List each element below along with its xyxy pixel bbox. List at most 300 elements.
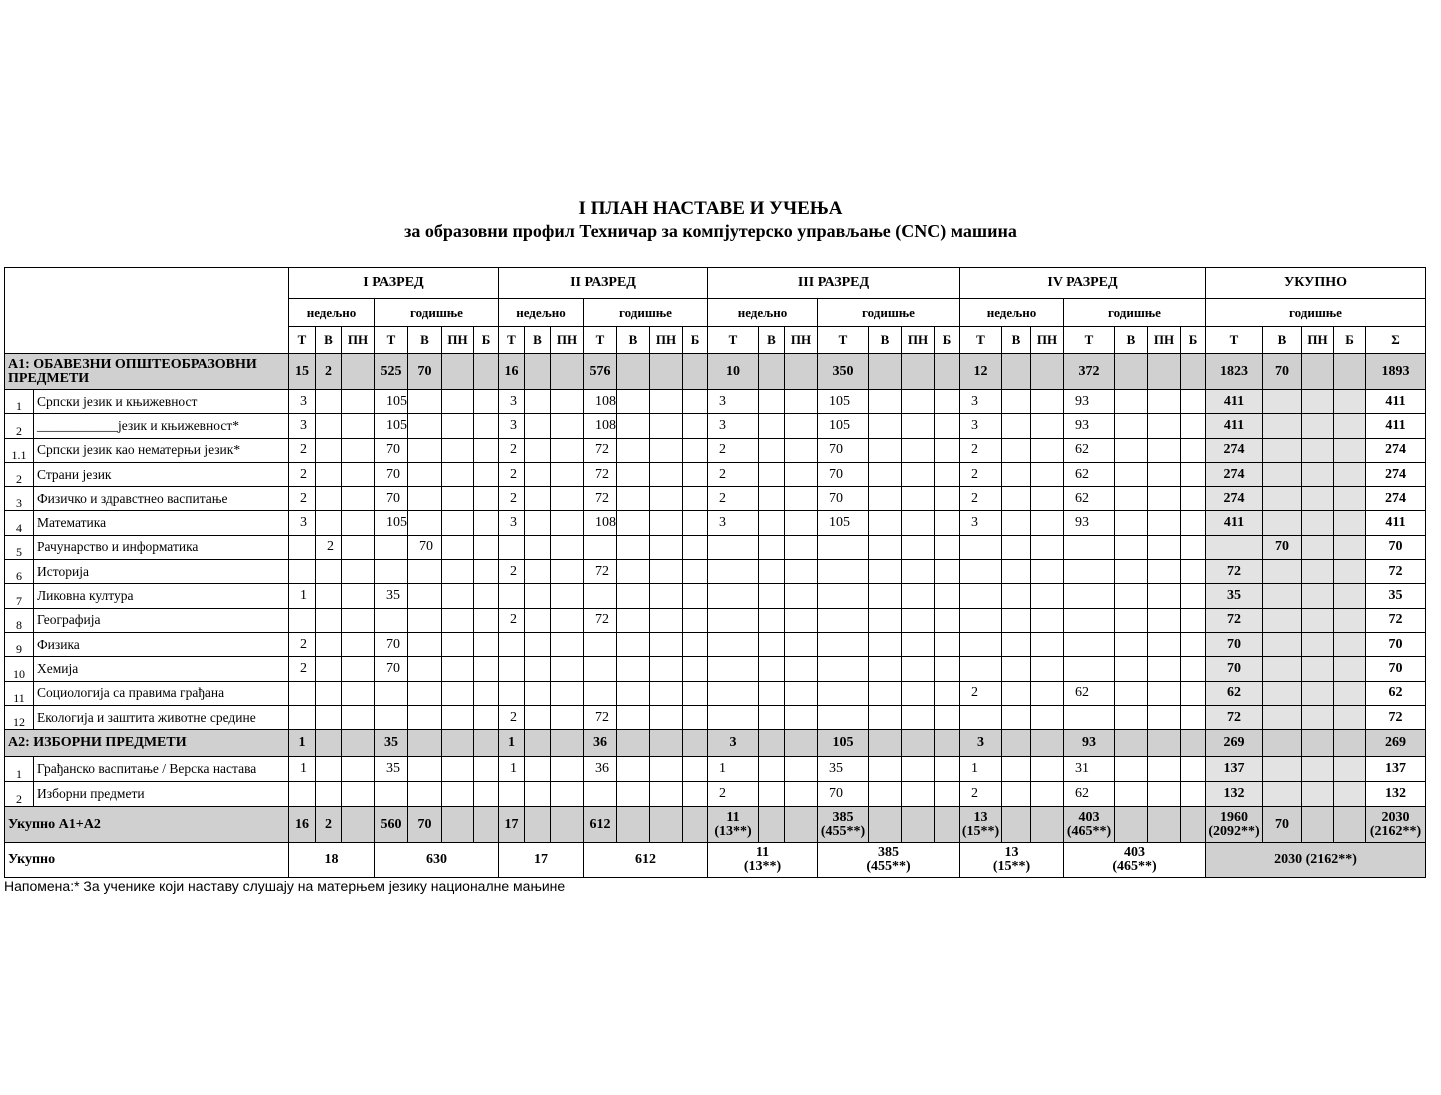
- value-cell: [316, 608, 342, 632]
- value-cell: [408, 757, 442, 782]
- value-cell: [1148, 390, 1181, 414]
- value-cell: [683, 535, 708, 559]
- value-cell: 2: [499, 560, 525, 584]
- value-cell: [1302, 560, 1334, 584]
- value-cell: 1: [708, 757, 759, 782]
- group-value: [1148, 354, 1181, 390]
- value-cell: [785, 584, 818, 608]
- value-cell: 105: [375, 390, 408, 414]
- value-cell: [617, 657, 650, 681]
- value-cell: [617, 608, 650, 632]
- group-value: 372: [1064, 354, 1115, 390]
- group-value: [1148, 730, 1181, 757]
- value-cell: 72: [584, 560, 617, 584]
- total-value: [708, 843, 818, 878]
- value-cell: [1334, 390, 1366, 414]
- subject-name: Изборни предмети: [34, 782, 289, 807]
- footnote: Напомена:* За ученике који наставу слушају на матерњем језику националне мањине: [4, 878, 566, 894]
- value-cell: [375, 535, 408, 559]
- value-cell: 3: [960, 390, 1002, 414]
- total-value: [1302, 807, 1334, 843]
- value-cell: [683, 414, 708, 438]
- group-value: [617, 730, 650, 757]
- value-cell: [1334, 681, 1366, 705]
- total-label: Укупно А1+А2: [5, 807, 289, 843]
- value-cell: [1181, 560, 1206, 584]
- col-header-t: Т: [708, 327, 759, 354]
- value-cell: [1115, 390, 1148, 414]
- group-value: 2: [316, 354, 342, 390]
- value-cell: [1002, 681, 1031, 705]
- value-cell: [316, 438, 342, 462]
- value-cell: [935, 414, 960, 438]
- col-header-v: В: [1002, 327, 1031, 354]
- group-value: 12: [960, 354, 1002, 390]
- value-cell: [316, 632, 342, 656]
- value-cell: [935, 535, 960, 559]
- value-cell: 72: [584, 487, 617, 511]
- value-cell: [785, 414, 818, 438]
- value-cell: [474, 657, 499, 681]
- total-value-line: 11: [755, 845, 770, 861]
- value-cell: [708, 608, 759, 632]
- value-cell: [683, 608, 708, 632]
- row-number: 2: [5, 462, 34, 486]
- group-value: 269: [1366, 730, 1426, 757]
- value-cell: [375, 608, 408, 632]
- value-cell: [474, 438, 499, 462]
- value-cell: [683, 705, 708, 729]
- group-value: [759, 354, 785, 390]
- group-value: 15: [289, 354, 316, 390]
- value-cell: [785, 757, 818, 782]
- table-row: [5, 608, 1426, 632]
- col-header-v: В: [525, 327, 551, 354]
- value-cell: [650, 757, 683, 782]
- value-cell: [1334, 757, 1366, 782]
- weekly-header: недељно: [960, 299, 1064, 327]
- subject-name: Српски језик и књижевност: [34, 390, 289, 414]
- value-cell: [650, 632, 683, 656]
- value-cell: 72: [1206, 608, 1263, 632]
- subject-name: Географија: [34, 608, 289, 632]
- group-label: А2: ИЗБОРНИ ПРЕДМЕТИ: [5, 730, 289, 757]
- value-cell: [650, 535, 683, 559]
- value-cell: [1334, 782, 1366, 807]
- value-cell: [1334, 608, 1366, 632]
- value-cell: [617, 462, 650, 486]
- value-cell: [1334, 535, 1366, 559]
- value-cell: 2: [499, 608, 525, 632]
- col-header-b: Б: [1334, 327, 1366, 354]
- value-cell: [1181, 782, 1206, 807]
- value-cell: [584, 782, 617, 807]
- value-cell: [1263, 782, 1302, 807]
- subject-name: Социологија са правима грађана: [34, 681, 289, 705]
- total-value-line: (455**): [820, 823, 866, 839]
- value-cell: 72: [1206, 705, 1263, 729]
- value-cell: [1002, 390, 1031, 414]
- value-cell: [499, 657, 525, 681]
- group-value: [785, 730, 818, 757]
- value-cell: [474, 632, 499, 656]
- value-cell: [869, 632, 902, 656]
- value-cell: [708, 681, 759, 705]
- value-cell: [759, 511, 785, 535]
- value-cell: 3: [499, 414, 525, 438]
- value-cell: [474, 511, 499, 535]
- value-cell: [708, 632, 759, 656]
- value-cell: 2: [960, 462, 1002, 486]
- value-cell: [1002, 657, 1031, 681]
- value-cell: [1181, 632, 1206, 656]
- value-cell: 70: [1263, 535, 1302, 559]
- value-cell: [525, 782, 551, 807]
- value-cell: [1148, 462, 1181, 486]
- value-cell: [1302, 757, 1334, 782]
- col-header-t: Т: [499, 327, 525, 354]
- total-value: [1206, 807, 1263, 843]
- value-cell: [902, 608, 935, 632]
- row-number: 11: [5, 681, 34, 705]
- group-value: [902, 730, 935, 757]
- value-cell: [1031, 757, 1064, 782]
- value-cell: 3: [960, 511, 1002, 535]
- value-cell: [818, 681, 869, 705]
- value-cell: [1002, 438, 1031, 462]
- value-cell: [1064, 705, 1115, 729]
- col-header-pn: ПН: [442, 327, 474, 354]
- value-cell: [474, 782, 499, 807]
- total-value: [1366, 807, 1426, 843]
- value-cell: 3: [289, 511, 316, 535]
- value-cell: [551, 608, 584, 632]
- value-cell: [785, 487, 818, 511]
- col-header-t: Т: [289, 327, 316, 354]
- value-cell: 1: [499, 757, 525, 782]
- value-cell: [650, 487, 683, 511]
- value-cell: 35: [375, 584, 408, 608]
- value-cell: [525, 681, 551, 705]
- total-value-line: 11: [726, 809, 740, 825]
- value-cell: [683, 681, 708, 705]
- value-cell: [525, 535, 551, 559]
- total-value: 16: [289, 807, 316, 843]
- value-cell: [525, 438, 551, 462]
- value-cell: [1263, 632, 1302, 656]
- value-cell: [551, 782, 584, 807]
- value-cell: 3: [708, 414, 759, 438]
- value-cell: [342, 511, 375, 535]
- value-cell: [442, 390, 474, 414]
- row-number: 2: [5, 782, 34, 807]
- value-cell: [902, 560, 935, 584]
- total-value: [474, 807, 499, 843]
- value-cell: 411: [1206, 414, 1263, 438]
- value-cell: [1002, 487, 1031, 511]
- value-cell: 1: [289, 757, 316, 782]
- value-cell: 3: [708, 511, 759, 535]
- value-cell: [935, 757, 960, 782]
- total-value: 17: [499, 807, 525, 843]
- value-cell: [683, 560, 708, 584]
- value-cell: [525, 560, 551, 584]
- value-cell: 93: [1064, 390, 1115, 414]
- value-cell: [1115, 535, 1148, 559]
- value-cell: [316, 414, 342, 438]
- group-value: [1031, 730, 1064, 757]
- group-value: 16: [499, 354, 525, 390]
- value-cell: [869, 657, 902, 681]
- total-value: [650, 807, 683, 843]
- value-cell: [474, 608, 499, 632]
- value-cell: 105: [375, 414, 408, 438]
- value-cell: [869, 535, 902, 559]
- value-cell: [1181, 487, 1206, 511]
- value-cell: [342, 535, 375, 559]
- col-header-pn: ПН: [1031, 327, 1064, 354]
- curriculum-table: [4, 267, 1426, 878]
- row-number: 5: [5, 535, 34, 559]
- value-cell: 3: [960, 414, 1002, 438]
- value-cell: [759, 390, 785, 414]
- value-cell: [1334, 487, 1366, 511]
- value-cell: [1302, 487, 1334, 511]
- value-cell: [708, 535, 759, 559]
- value-cell: [869, 782, 902, 807]
- group-value: [1334, 730, 1366, 757]
- value-cell: [551, 584, 584, 608]
- value-cell: 2: [960, 487, 1002, 511]
- value-cell: 70: [375, 462, 408, 486]
- value-cell: 3: [289, 414, 316, 438]
- value-cell: [551, 511, 584, 535]
- value-cell: 70: [375, 657, 408, 681]
- value-cell: [869, 757, 902, 782]
- value-cell: 70: [818, 438, 869, 462]
- col-header-t: Т: [960, 327, 1002, 354]
- value-cell: [708, 560, 759, 584]
- group-value: [474, 730, 499, 757]
- value-cell: [869, 511, 902, 535]
- value-cell: [1181, 705, 1206, 729]
- value-cell: [650, 390, 683, 414]
- value-cell: [869, 487, 902, 511]
- total-value: [1064, 807, 1115, 843]
- value-cell: [474, 584, 499, 608]
- group-value: [442, 354, 474, 390]
- total-value: [617, 807, 650, 843]
- group-value: 1: [499, 730, 525, 757]
- value-cell: [902, 390, 935, 414]
- value-cell: [785, 681, 818, 705]
- value-cell: [1263, 390, 1302, 414]
- value-cell: [869, 584, 902, 608]
- value-cell: [1002, 414, 1031, 438]
- value-cell: [617, 584, 650, 608]
- total-value: [785, 807, 818, 843]
- weekly-header: недељно: [708, 299, 818, 327]
- value-cell: 411: [1366, 511, 1426, 535]
- value-cell: [1302, 681, 1334, 705]
- value-cell: [316, 560, 342, 584]
- value-cell: [785, 705, 818, 729]
- value-cell: [1302, 535, 1334, 559]
- group-value: 3: [708, 730, 759, 757]
- group-value: [408, 730, 442, 757]
- yearly-header: годишње: [1206, 299, 1426, 327]
- value-cell: [935, 657, 960, 681]
- total-value-line: 385: [878, 845, 899, 861]
- col-header-t: Т: [584, 327, 617, 354]
- value-cell: [408, 608, 442, 632]
- col-header-t: Т: [375, 327, 408, 354]
- value-cell: [551, 705, 584, 729]
- value-cell: [759, 487, 785, 511]
- total-value: 70: [1263, 807, 1302, 843]
- value-cell: [289, 608, 316, 632]
- value-cell: [316, 705, 342, 729]
- value-cell: [818, 535, 869, 559]
- value-cell: [474, 560, 499, 584]
- value-cell: 62: [1366, 681, 1426, 705]
- value-cell: [1115, 560, 1148, 584]
- value-cell: 35: [1366, 584, 1426, 608]
- value-cell: [1002, 462, 1031, 486]
- value-cell: [869, 705, 902, 729]
- group-value: [1302, 354, 1334, 390]
- value-cell: [869, 390, 902, 414]
- subject-name: Страни језик: [34, 462, 289, 486]
- value-cell: [1334, 657, 1366, 681]
- value-cell: 411: [1206, 390, 1263, 414]
- value-cell: [442, 462, 474, 486]
- row-number: 10: [5, 657, 34, 681]
- col-header-pn: ПН: [785, 327, 818, 354]
- value-cell: [759, 705, 785, 729]
- value-cell: [551, 390, 584, 414]
- group-value: [525, 354, 551, 390]
- value-cell: [584, 535, 617, 559]
- total-value: [759, 807, 785, 843]
- value-cell: [759, 681, 785, 705]
- value-cell: [342, 560, 375, 584]
- group-value: [442, 730, 474, 757]
- value-cell: [316, 487, 342, 511]
- row-number: 1.1: [5, 438, 34, 462]
- total-value-line: (465**): [1112, 859, 1157, 875]
- value-cell: [342, 657, 375, 681]
- group-value: [683, 354, 708, 390]
- value-cell: [1148, 584, 1181, 608]
- value-cell: 1: [289, 584, 316, 608]
- grade-2-header: II РАЗРЕД: [499, 268, 708, 299]
- value-cell: [1181, 511, 1206, 535]
- value-cell: [289, 681, 316, 705]
- total-value-line: (2092**): [1208, 823, 1260, 839]
- value-cell: [408, 390, 442, 414]
- value-cell: [316, 782, 342, 807]
- yearly-header: годишње: [584, 299, 708, 327]
- total-value: [1115, 807, 1148, 843]
- value-cell: [408, 657, 442, 681]
- value-cell: [1148, 757, 1181, 782]
- value-cell: [1148, 705, 1181, 729]
- value-cell: [1148, 438, 1181, 462]
- value-cell: [902, 782, 935, 807]
- value-cell: [551, 681, 584, 705]
- total-value: [708, 807, 759, 843]
- value-cell: [1064, 657, 1115, 681]
- total-value-line: (15**): [992, 859, 1031, 875]
- value-cell: [584, 681, 617, 705]
- value-cell: [1002, 782, 1031, 807]
- total-value: [1002, 807, 1031, 843]
- value-cell: [474, 705, 499, 729]
- subject-name: Рачунарство и информатика: [34, 535, 289, 559]
- value-cell: 2: [289, 438, 316, 462]
- value-cell: 2: [499, 462, 525, 486]
- value-cell: [1115, 438, 1148, 462]
- value-cell: [650, 681, 683, 705]
- group-value: 1823: [1206, 354, 1263, 390]
- table-row: [5, 560, 1426, 584]
- value-cell: 2: [499, 705, 525, 729]
- value-cell: [1334, 632, 1366, 656]
- value-cell: [960, 632, 1002, 656]
- value-cell: [1302, 632, 1334, 656]
- value-cell: [683, 462, 708, 486]
- value-cell: 62: [1064, 782, 1115, 807]
- value-cell: [1031, 462, 1064, 486]
- subject-name: Ликовна култура: [34, 584, 289, 608]
- value-cell: [342, 608, 375, 632]
- value-cell: [960, 560, 1002, 584]
- value-cell: [551, 632, 584, 656]
- total-value: 17: [499, 843, 584, 878]
- group-value: [342, 730, 375, 757]
- total-value: [683, 807, 708, 843]
- row-number: 4: [5, 511, 34, 535]
- value-cell: [818, 584, 869, 608]
- value-cell: 2: [289, 487, 316, 511]
- total-value: [442, 807, 474, 843]
- value-cell: 93: [1064, 511, 1115, 535]
- value-cell: [1334, 511, 1366, 535]
- table-row: [5, 782, 1426, 807]
- value-cell: [785, 535, 818, 559]
- value-cell: [442, 487, 474, 511]
- value-cell: [785, 632, 818, 656]
- value-cell: 62: [1206, 681, 1263, 705]
- value-cell: [759, 438, 785, 462]
- total-value-line: 385: [832, 809, 854, 825]
- total-value: [869, 807, 902, 843]
- value-cell: [650, 511, 683, 535]
- value-cell: [902, 438, 935, 462]
- value-cell: [935, 584, 960, 608]
- group-value: 1: [289, 730, 316, 757]
- row-number: 3: [5, 487, 34, 511]
- total-value: [902, 807, 935, 843]
- value-cell: [1148, 608, 1181, 632]
- value-cell: [316, 511, 342, 535]
- value-cell: [869, 681, 902, 705]
- group-value: [316, 730, 342, 757]
- value-cell: [551, 462, 584, 486]
- value-cell: [617, 757, 650, 782]
- total-value-line: 1960: [1220, 809, 1248, 825]
